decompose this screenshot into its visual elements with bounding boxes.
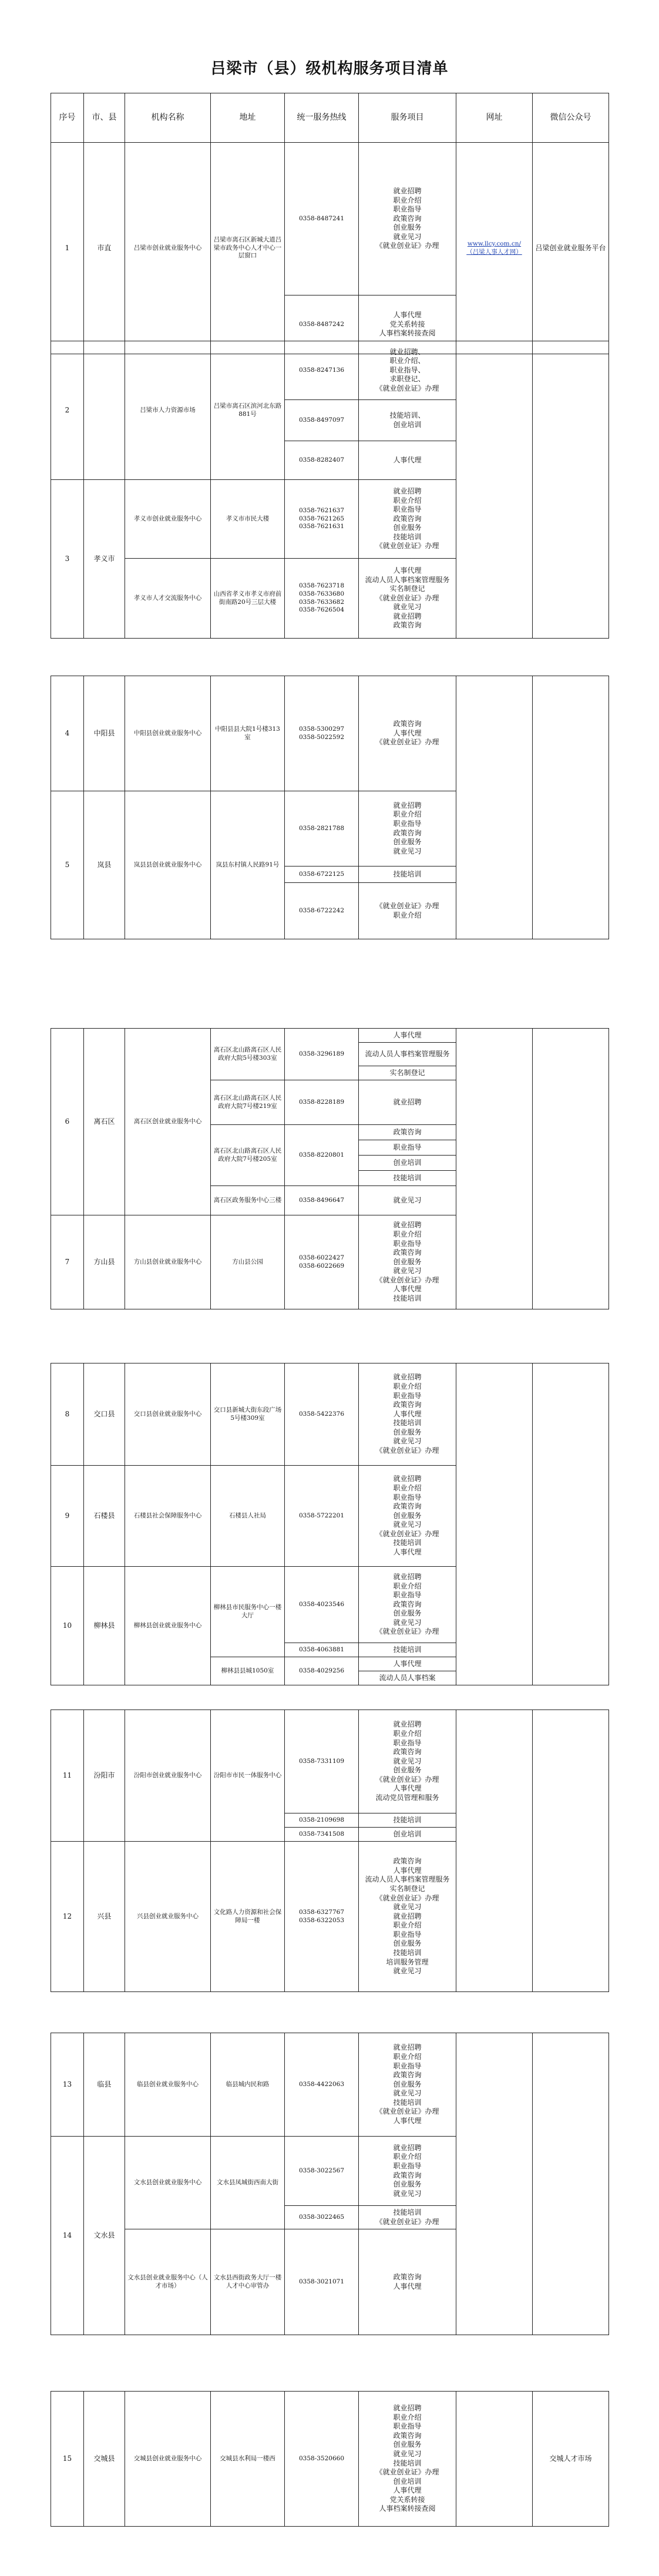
service-table-section-8	[51, 2391, 609, 2527]
header-org: 机构名称	[125, 93, 211, 143]
row-number: 10	[51, 1567, 84, 1685]
row-services: 就业招聘 职业介绍 职业指导 政策咨询 创业服务 就业见习 《就业创业证》办理	[359, 143, 456, 295]
row-wechat: 吕梁创业就业服务平台	[533, 143, 609, 354]
service-table-section-4	[51, 1028, 609, 1309]
row-services: 政策咨询 人事代理 《就业创业证》办理	[359, 676, 456, 791]
row-services: 就业招聘	[359, 1080, 456, 1125]
row-services: 创业培训	[359, 1156, 456, 1171]
row-address: 孝义市市民大楼	[211, 480, 285, 559]
row-number: 4	[51, 676, 84, 791]
row-address: 方山县公园	[211, 1215, 285, 1309]
row-phone: 0358-4029256	[285, 1657, 359, 1685]
row-website	[456, 1029, 533, 1309]
row-county: 汾阳市	[84, 1710, 125, 1842]
row-phone: 0358-7341508	[285, 1828, 359, 1842]
row-wechat: 交城人才市场	[533, 2392, 609, 2527]
table-row	[51, 143, 609, 295]
row-services: 《就业创业证》办理 职业介绍	[359, 883, 456, 939]
row-county: 石楼县	[84, 1466, 125, 1567]
table-row	[51, 1363, 609, 1466]
row-services: 就业招聘 职业介绍 职业指导 政策咨询 就业见习 创业服务 《就业创业证》办理 人事代理 流动党员管理和服务	[359, 1710, 456, 1813]
row-county: 岚县	[84, 791, 125, 939]
row-org: 中阳县创业就业服务中心	[125, 676, 211, 791]
service-table-section-3	[51, 676, 609, 939]
row-address: 吕梁市离石区新城大道吕梁市政务中心人才中心一层窗口	[211, 143, 285, 354]
row-services: 技能培训 《就业创业证》办理	[359, 2206, 456, 2229]
row-services: 就业招聘 职业介绍 职业指导 政策咨询 创业服务 就业见习 技能培训 《就业创业证》办理 人事代理	[359, 2033, 456, 2137]
row-phone: 0358-3022465	[285, 2206, 359, 2229]
row-phone: 0358-6022427 0358-6022669	[285, 1215, 359, 1309]
row-address: 汾阳市市民一体服务中心	[211, 1710, 285, 1842]
row-phone: 0358-8497097	[285, 400, 359, 441]
row-phone: 0358-6327767 0358-6322053	[285, 1842, 359, 1992]
row-number: 5	[51, 791, 84, 939]
row-number: 2	[51, 341, 84, 480]
row-number: 12	[51, 1842, 84, 1992]
row-services: 创业培训	[359, 1828, 456, 1842]
row-services: 技能培训	[359, 1171, 456, 1186]
row-services: 人事代理	[359, 1657, 456, 1671]
row-phone: 0358-5722201	[285, 1466, 359, 1567]
row-org: 交口县创业就业服务中心	[125, 1363, 211, 1466]
row-address: 离石区北山路离石区人民政府大院7号楼219室	[211, 1080, 285, 1125]
row-website	[456, 341, 533, 639]
row-services: 技能培训	[359, 1643, 456, 1657]
row-org: 孝义市人才交流服务中心	[125, 559, 211, 639]
row-phone: 0358-8220801	[285, 1125, 359, 1186]
table-row	[51, 2392, 609, 2527]
row-services: 就业招聘 职业介绍 职业指导 政策咨询 创业服务 就业见习 《就业创业证》办理 人事代理 技能培训	[359, 1215, 456, 1309]
row-services: 人事代理	[359, 441, 456, 480]
row-phone: 0358-3022567	[285, 2137, 359, 2206]
row-number: 3	[51, 480, 84, 639]
row-website	[456, 2392, 533, 2527]
row-number: 13	[51, 2033, 84, 2137]
header-hotline: 统一服务热线	[285, 93, 359, 143]
table-row	[51, 2033, 609, 2137]
row-services: 政策咨询	[359, 1125, 456, 1140]
row-address: 岚县东村镇人民路91号	[211, 791, 285, 939]
row-phone: 0358-4422063	[285, 2033, 359, 2137]
row-phone: 0358-8487241	[285, 143, 359, 295]
header-county: 市、县	[84, 93, 125, 143]
row-services: 人事代理 流动人员人事档案管理服务 实名制登记 《就业创业证》办理 就业见习 就业招聘 政策咨询	[359, 559, 456, 639]
row-phone: 0358-7331109	[285, 1710, 359, 1813]
row-wechat	[533, 1710, 609, 1992]
row-services: 流动人员人事档案管理服务	[359, 1043, 456, 1066]
row-phone: 0358-8487242	[285, 295, 359, 354]
header-services: 服务项目	[359, 93, 456, 143]
row-county: 柳林县	[84, 1567, 125, 1685]
row-org: 石楼县社会保障服务中心	[125, 1466, 211, 1567]
row-county: 离石区	[84, 1029, 125, 1215]
row-website	[456, 143, 533, 354]
header-no: 序号	[51, 93, 84, 143]
row-county: 方山县	[84, 1215, 125, 1309]
service-table-section-7	[51, 2033, 609, 2335]
row-address: 吕梁市离石区滨河北东路881号	[211, 341, 285, 480]
row-wechat	[533, 1363, 609, 1685]
row-services: 就业招聘 职业介绍 职业指导 政策咨询 人事代理 技能培训 创业服务 就业见习 《就业创业证》办理	[359, 1363, 456, 1466]
row-wechat	[533, 341, 609, 639]
row-phone: 0358-5422376	[285, 1363, 359, 1466]
row-org: 汾阳市创业就业服务中心	[125, 1710, 211, 1842]
row-address: 临县城内民和路	[211, 2033, 285, 2137]
row-county: 中阳县	[84, 676, 125, 791]
service-table-section-2	[51, 341, 609, 639]
service-table-section-5	[51, 1363, 609, 1685]
row-address: 柳林县市民服务中心一楼大厅	[211, 1567, 285, 1657]
row-org: 吕梁市人力资源市场	[125, 341, 211, 480]
row-county: 临县	[84, 2033, 125, 2137]
row-services: 就业招聘 职业介绍 职业指导 政策咨询 创业服务 就业见习	[359, 791, 456, 866]
row-number: 7	[51, 1215, 84, 1309]
row-address: 离石区北山路离石区人民政府大院7号楼205室	[211, 1125, 285, 1186]
row-address: 山西省孝义市孝义市府前街南路20号三层大楼	[211, 559, 285, 639]
service-table-section-6	[51, 1710, 609, 1992]
row-phone: 0358-3021071	[285, 2229, 359, 2335]
row-phone: 0358-3520660	[285, 2392, 359, 2527]
row-org: 文水县创业就业服务中心（人才市场）	[125, 2229, 211, 2335]
row-org: 临县创业就业服务中心	[125, 2033, 211, 2137]
row-org: 柳林县创业就业服务中心	[125, 1567, 211, 1685]
row-org: 岚县县创业就业服务中心	[125, 791, 211, 939]
row-website	[456, 1710, 533, 1992]
row-phone: 0358-8247136	[285, 341, 359, 400]
row-number: 8	[51, 1363, 84, 1466]
website-link[interactable]: www.llcy.com.cn/ （吕梁人事人才网）	[466, 240, 522, 256]
row-phone: 0358-6722125	[285, 866, 359, 883]
row-county	[84, 341, 125, 480]
row-services: 就业招聘、 职业介绍、 职业指导、 求职登记、 《就业创业证》办理	[359, 341, 456, 400]
row-services: 职业指导	[359, 1140, 456, 1156]
row-number: 11	[51, 1710, 84, 1842]
page-title: 吕梁市（县）级机构服务项目清单	[210, 60, 449, 78]
row-wechat	[533, 676, 609, 939]
row-org: 交城县创业就业服务中心	[125, 2392, 211, 2527]
header-address: 地址	[211, 93, 285, 143]
row-address: 石楼县人社局	[211, 1466, 285, 1567]
row-services: 就业招聘 职业介绍 职业指导 政策咨询 创业服务 就业见习 《就业创业证》办理	[359, 1567, 456, 1643]
row-address: 交城县水利局一楼西	[211, 2392, 285, 2527]
row-address: 文水县西街政务大厅一楼人才中心审管办	[211, 2229, 285, 2335]
row-address: 文水县凤城街西南大街	[211, 2137, 285, 2229]
header-website: 网址	[456, 93, 533, 143]
row-services: 就业招聘 职业介绍 职业指导 政策咨询 创业服务 就业见习	[359, 2137, 456, 2206]
row-services: 技能培训	[359, 1813, 456, 1828]
row-county: 孝义市	[84, 480, 125, 639]
row-website	[456, 1363, 533, 1685]
row-address: 交口县新城大街东段广场5号楼309室	[211, 1363, 285, 1466]
row-services: 人事代理 党关系转接 人事档案转接查阅	[359, 295, 456, 354]
row-org: 吕梁市创业就业服务中心	[125, 143, 211, 354]
table-row	[51, 676, 609, 791]
row-org: 孝义市创业就业服务中心	[125, 480, 211, 559]
row-number: 6	[51, 1029, 84, 1215]
table-header-row	[51, 93, 609, 143]
row-services: 就业招聘 职业介绍 职业指导 政策咨询 创业服务 就业见习 《就业创业证》办理 技能培训 人事代理	[359, 1466, 456, 1567]
row-services: 就业招聘 职业介绍 职业指导 政策咨询 创业服务 就业见习 技能培训 《就业创业证》办理 创业培训 人事代理 党关系转接 人事档案转接查阅	[359, 2392, 456, 2527]
row-phone: 0358-8496647	[285, 1186, 359, 1215]
row-org: 兴县创业就业服务中心	[125, 1842, 211, 1992]
row-services: 流动人员人事档案	[359, 1671, 456, 1685]
row-address: 离石区政务服务中心三楼	[211, 1186, 285, 1215]
row-county: 文水县	[84, 2137, 125, 2335]
row-phone: 0358-6722242	[285, 883, 359, 939]
row-phone: 0358-4063881	[285, 1643, 359, 1657]
row-services: 技能培训、 创业培训	[359, 400, 456, 441]
table-row	[51, 1029, 609, 1043]
row-number: 1	[51, 143, 84, 354]
row-address: 文化路人力资源和社会保障局一楼	[211, 1842, 285, 1992]
row-address: 离石区北山路离石区人民政府大院5号楼303室	[211, 1029, 285, 1080]
row-number: 15	[51, 2392, 84, 2527]
table-row	[51, 341, 609, 400]
row-county: 交城县	[84, 2392, 125, 2527]
header-wechat: 微信公众号	[533, 93, 609, 143]
row-county: 市直	[84, 143, 125, 354]
table-row	[51, 1710, 609, 1813]
row-services: 政策咨询 人事代理 流动人员人事档案管理服务 实名制登记 《就业创业证》办理 就业见习 就业招聘 职业介绍 职业指导 创业服务 技能培训 培训服务管理 就业见习	[359, 1842, 456, 1992]
service-table-section-1	[51, 93, 609, 354]
row-website	[456, 676, 533, 939]
row-phone: 0358-5300297 0358-5022592	[285, 676, 359, 791]
row-phone: 0358-7621637 0358-7621265 0358-7621631	[285, 480, 359, 559]
row-phone: 0358-3296189	[285, 1029, 359, 1080]
row-website	[456, 2033, 533, 2335]
row-phone: 0358-2821788	[285, 791, 359, 866]
row-org: 方山县创业就业服务中心	[125, 1215, 211, 1309]
row-services: 就业见习	[359, 1186, 456, 1215]
row-services: 人事代理	[359, 1029, 456, 1043]
row-number: 14	[51, 2137, 84, 2335]
row-phone: 0358-8282407	[285, 441, 359, 480]
row-phone: 0358-4023546	[285, 1567, 359, 1643]
row-address: 中阳县县大院1号楼313室	[211, 676, 285, 791]
row-wechat	[533, 1029, 609, 1309]
row-county: 交口县	[84, 1363, 125, 1466]
row-address: 柳林县县城1050室	[211, 1657, 285, 1685]
row-services: 就业招聘 职业介绍 职业指导 政策咨询 创业服务 技能培训 《就业创业证》办理	[359, 480, 456, 559]
row-phone: 0358-2109698	[285, 1813, 359, 1828]
row-org: 文水县创业就业服务中心	[125, 2137, 211, 2229]
row-number: 9	[51, 1466, 84, 1567]
row-phone: 0358-7623718 0358-7633680 0358-7633682 0358-7626504	[285, 559, 359, 639]
row-services: 技能培训	[359, 866, 456, 883]
row-phone: 0358-8228189	[285, 1080, 359, 1125]
row-wechat	[533, 2033, 609, 2335]
row-services: 政策咨询 人事代理	[359, 2229, 456, 2335]
row-org: 离石区创业就业服务中心	[125, 1029, 211, 1215]
row-services: 实名制登记	[359, 1066, 456, 1080]
row-county: 兴县	[84, 1842, 125, 1992]
